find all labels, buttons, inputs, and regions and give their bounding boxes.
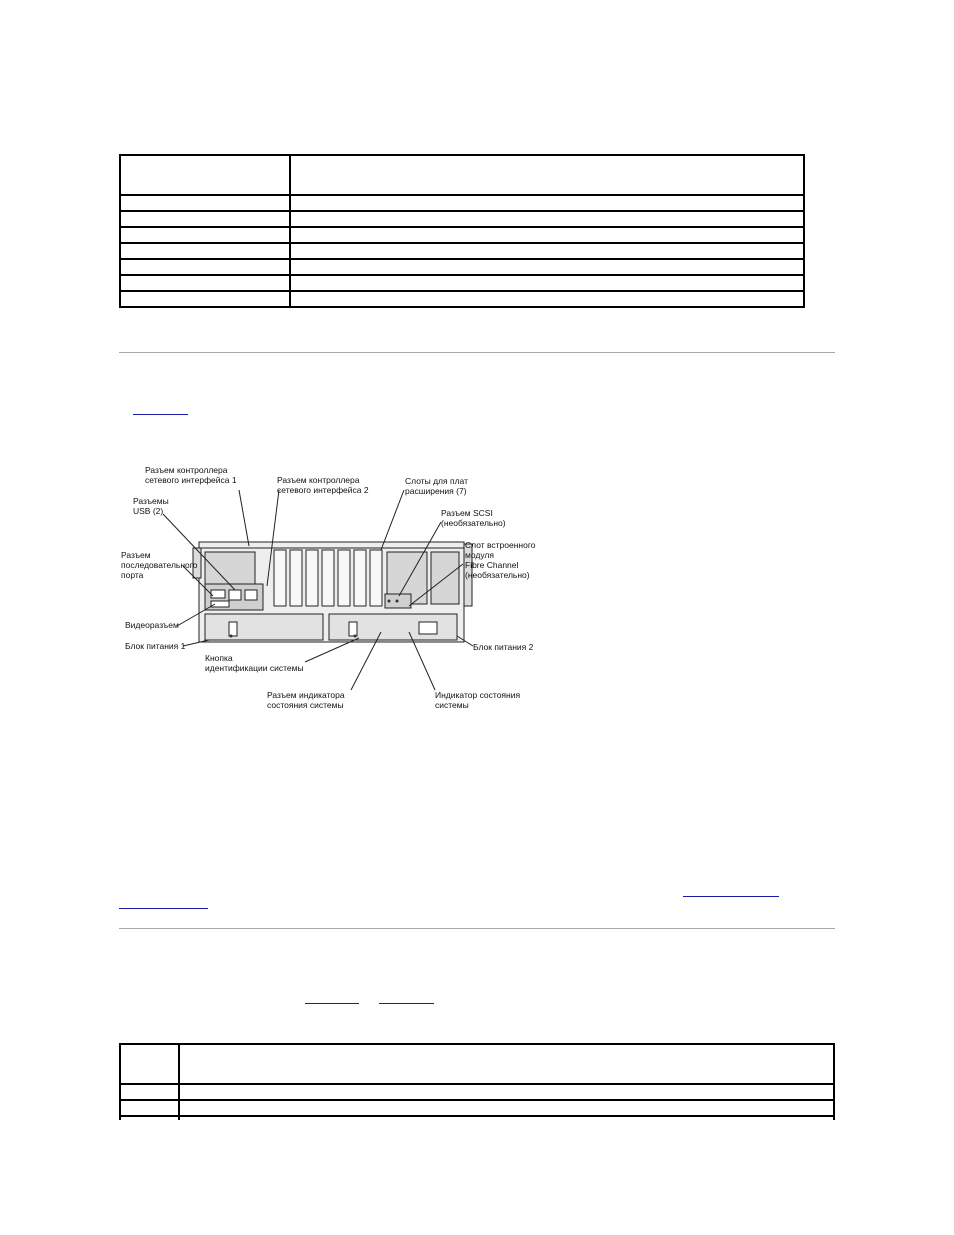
- back-panel-illustration: [119, 456, 539, 716]
- section-divider: [119, 928, 835, 929]
- hyperlink[interactable]: [379, 1003, 434, 1004]
- hyperlink[interactable]: [133, 414, 188, 415]
- hyperlink[interactable]: [119, 908, 208, 909]
- callout-id-button: Кнопка идентификации системы: [205, 653, 304, 673]
- table-row: [120, 227, 804, 243]
- callout-scsi: Разъем SCSI (необязательно): [441, 508, 506, 528]
- table-row: [120, 1100, 834, 1116]
- table-top: [119, 154, 805, 308]
- section-divider: [119, 352, 835, 353]
- table-row: [120, 259, 804, 275]
- table-row: [120, 291, 804, 307]
- table-row: [120, 211, 804, 227]
- callout-nic1: Разъем контроллера сетевого интерфейса 1: [145, 465, 237, 485]
- callout-serial: Разъем последовательного порта: [121, 550, 198, 580]
- callout-video: Видеоразъем: [125, 620, 179, 630]
- table-row: [120, 1084, 834, 1100]
- table-row: [120, 195, 804, 211]
- callout-status-indicator: Индикатор состояния системы: [435, 690, 521, 710]
- callout-status-connector: Разъем индикатора состояния системы: [267, 690, 345, 710]
- table-row: [120, 1116, 834, 1120]
- table-header-row: [120, 1044, 834, 1084]
- table-header-row: [120, 155, 804, 195]
- hyperlink[interactable]: [683, 896, 779, 897]
- chassis-drawing: [119, 456, 539, 716]
- callout-psu2: Блок питания 2: [473, 642, 534, 652]
- table-bottom: [119, 1043, 835, 1120]
- table-row: [120, 243, 804, 259]
- hyperlink[interactable]: [305, 1003, 359, 1004]
- callout-psu1: Блок питания 1: [125, 641, 186, 651]
- callout-usb: Разъемы USB (2): [133, 496, 169, 516]
- table-row: [120, 275, 804, 291]
- callout-expansion-slots: Слоты для плат расширения (7): [405, 476, 468, 496]
- callout-fibre-channel: Слот встроенного модуля Fibre Channel (необязательно): [465, 540, 536, 580]
- callout-nic2: Разъем контроллера сетевого интерфейса 2: [277, 475, 369, 495]
